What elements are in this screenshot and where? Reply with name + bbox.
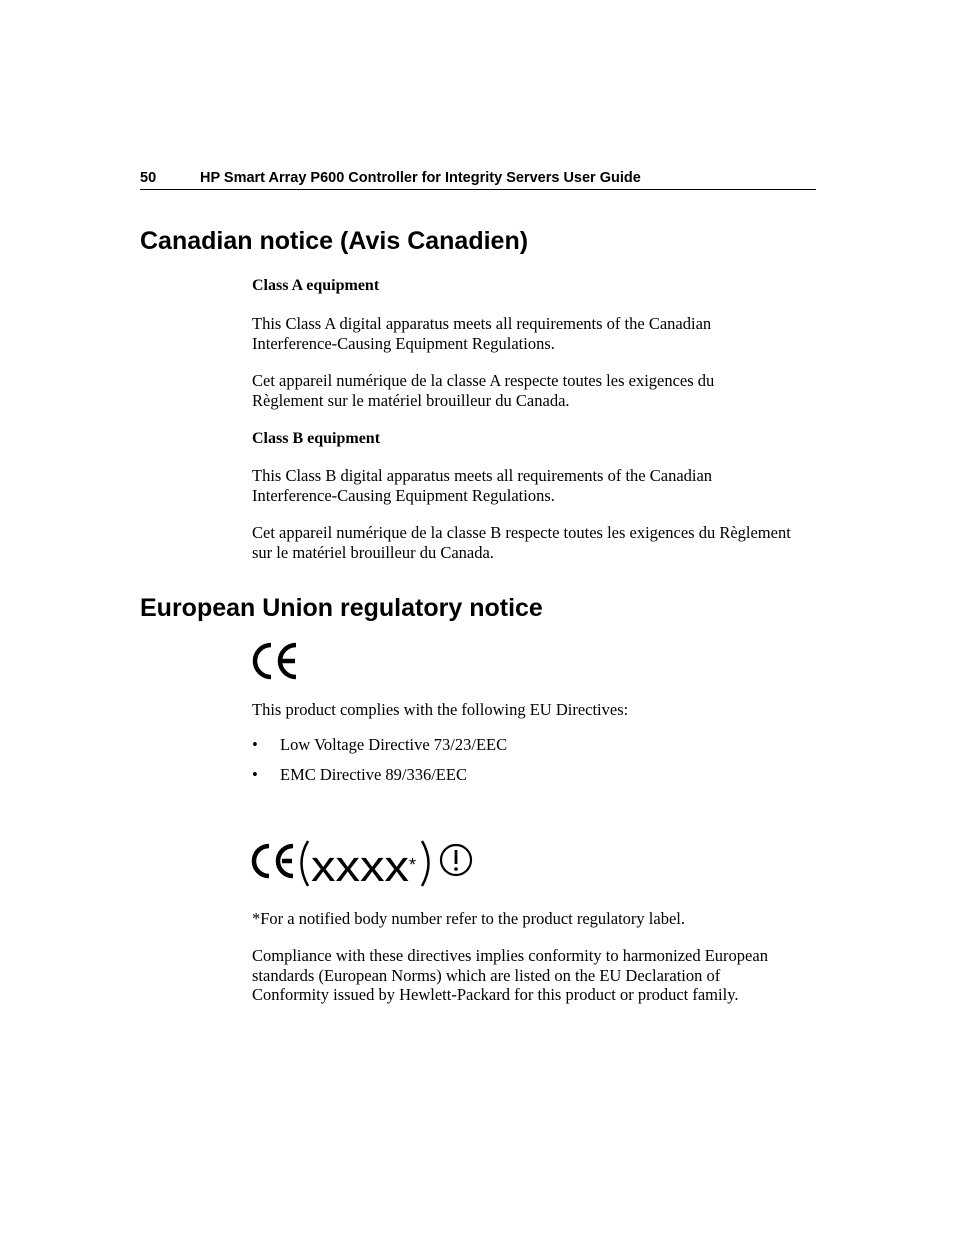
ce-mark-icon bbox=[250, 640, 302, 682]
page-number: 50 bbox=[140, 170, 157, 186]
class-a-english-paragraph bbox=[252, 314, 822, 353]
eu-intro-text: This product complies with the following EU Directives: bbox=[252, 700, 629, 719]
canadian-notice-heading: Canadian notice (Avis Canadien) bbox=[140, 227, 529, 255]
class-a-french-line: Règlement sur le matériel brouilleur du Canada. bbox=[252, 390, 570, 410]
class-a-subheading: Class A equipment bbox=[252, 277, 380, 294]
eu-notice-heading: European Union regulatory notice bbox=[140, 594, 543, 622]
class-b-french-line: Cet appareil numérique de la classe B respecte toutes les exigences du Règlement bbox=[252, 523, 791, 542]
compliance-line: Conformity issued by Hewlett-Packard for this product or product family. bbox=[252, 985, 739, 1004]
class-b-french-line: sur le matériel brouilleur du Canada. bbox=[252, 542, 494, 562]
compliance-line: Compliance with these directives implies conformity to harmonized European bbox=[252, 946, 768, 965]
directive-text: EMC Directive 89/336/EEC bbox=[280, 765, 467, 784]
running-header bbox=[140, 168, 816, 190]
guide-title: HP Smart Array P600 Controller for Integrity Servers User Guide bbox=[200, 170, 641, 186]
class-b-subheading: Class B equipment bbox=[252, 430, 381, 447]
compliance-line: standards (European Norms) which are listed on the EU Declaration of bbox=[252, 965, 721, 985]
class-a-french-paragraph bbox=[252, 371, 822, 410]
bullet-glyph: • bbox=[252, 735, 258, 754]
directive-text: Low Voltage Directive 73/23/EEC bbox=[280, 735, 508, 754]
notified-body-asterisk: * bbox=[409, 855, 417, 875]
class-b-english-line: This Class B digital apparatus meets all requirements of the Canadian bbox=[252, 466, 713, 485]
notified-body-placeholder: XXXX bbox=[311, 842, 409, 890]
compliance-paragraph bbox=[252, 946, 822, 1005]
class-b-english-paragraph bbox=[252, 466, 822, 505]
class-a-french-line: Cet appareil numérique de la classe A respecte toutes les exigences du bbox=[252, 371, 715, 390]
bullet-glyph: • bbox=[252, 765, 258, 784]
notified-body-footnote: *For a notified body number refer to the product regulatory label. bbox=[252, 909, 685, 928]
class-b-french-paragraph bbox=[252, 523, 822, 562]
class-a-english-line: Interference-Causing Equipment Regulations. bbox=[252, 333, 555, 353]
class-b-english-line: Interference-Causing Equipment Regulations. bbox=[252, 485, 555, 505]
class-a-english-line: This Class A digital apparatus meets all requirements of the Canadian bbox=[252, 314, 712, 333]
ce-notified-body-mark-icon bbox=[250, 838, 476, 890]
